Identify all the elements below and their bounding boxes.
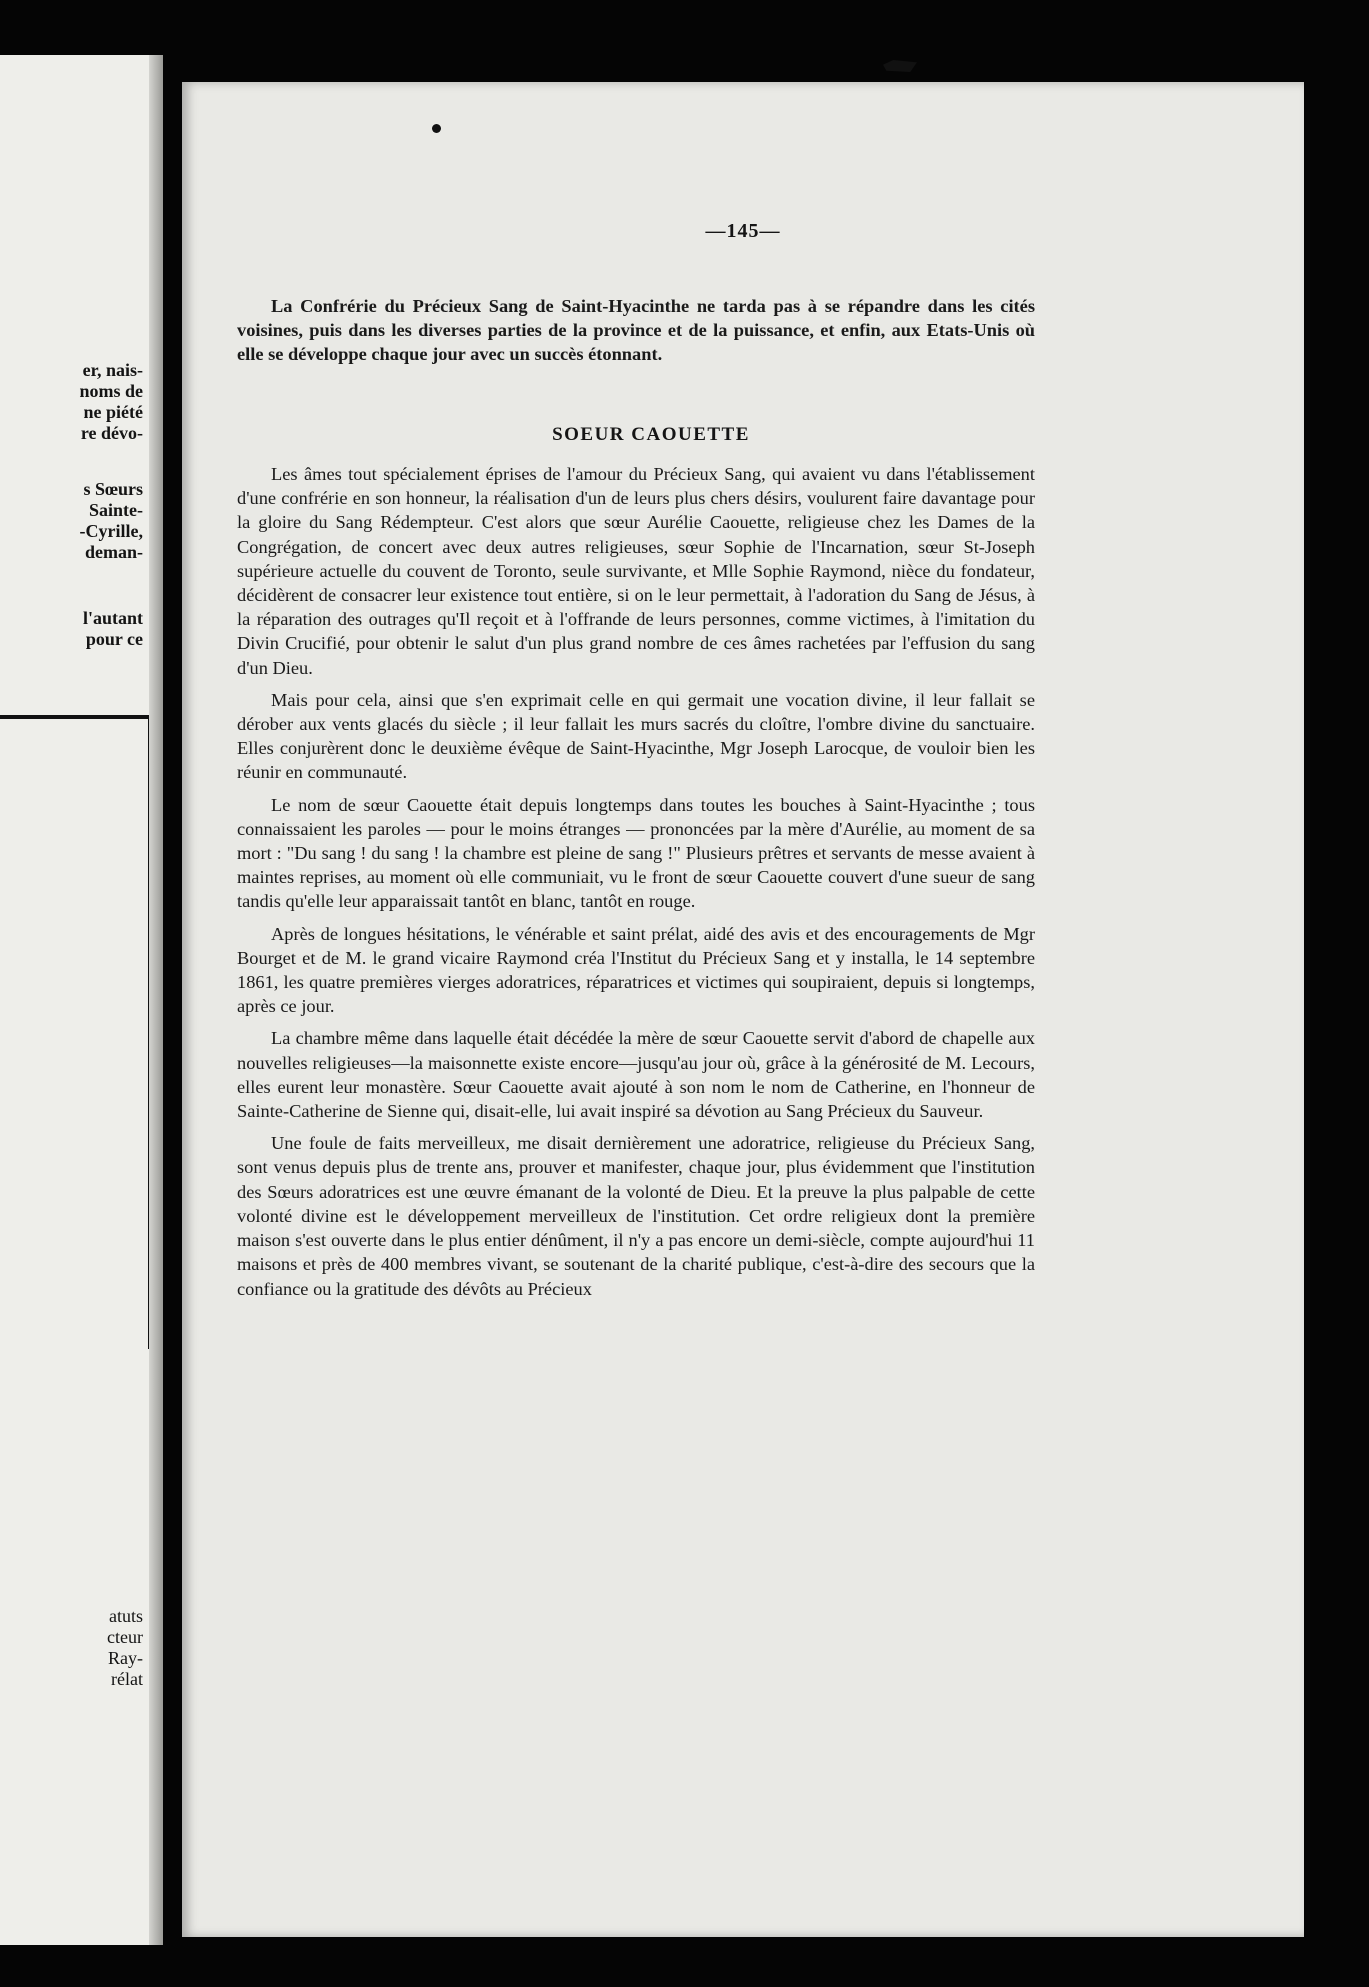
- left-line: noms de: [79, 381, 143, 401]
- left-line: ne piété: [83, 402, 143, 422]
- intro-block: [237, 294, 1035, 375]
- left-line: re dévo-: [80, 423, 143, 443]
- left-page-fragment: [0, 55, 163, 1945]
- left-line: pour ce: [85, 629, 143, 649]
- left-line: Ray-: [108, 1648, 143, 1668]
- section-heading: SOEUR CAOUETTE: [552, 424, 750, 445]
- left-border-box: [0, 715, 152, 1349]
- paragraph: Une foule de faits merveilleux, me disait dernièrement une adoratrice, religieuse du Précieux Sang, sont venus depuis plus de trente ans, prouver et manifester, chaque jour, plus évidemment que l'institution des Sœurs adoratrices est une œuvre émanant de la volonté de Dieu. Et la preuve la plus palpable de cette volonté divine est le développement merveilleux de l'institution. Cet ordre religieux dont la première maison s'est ouverte dans le plus entier dénûment, il n'y a pas encore un demi-siècle, compte aujourd'hui 11 maisons et près de 400 membres vivant, se soutenant de la charité publique, c'est-à-dire des secours que la confiance ou la gratitude des dévôts au Précieux: [237, 1133, 1035, 1299]
- intro-paragraph: La Confrérie du Précieux Sang de Saint-Hyacinthe ne tarda pas à se répandre dans les cités voisines, puis dans les diverses parties de la province et de la puissance, et enfin, aux Etats-Unis où elle se développe chaque jour avec un succès étonnant.: [237, 296, 1035, 365]
- left-line: cteur: [107, 1627, 143, 1647]
- right-page: [182, 82, 1304, 1937]
- left-line: Sainte-: [89, 500, 143, 520]
- paragraph: La chambre même dans laquelle était décédée la mère de sœur Caouette servit d'abord de chapelle aux nouvelles religieuses—la maisonnette existe encore—jusqu'au jour où, grâce à la générosité de M. Lecours, elles eurent leur monastère. Sœur Caouette avait ajouté à son nom le nom de Catherine, en l'honneur de Sainte-Catherine de Sienne qui, disait-elle, lui avait inspiré sa dévotion au Sang Précieux du Sauveur.: [237, 1028, 1035, 1122]
- left-line: deman-: [85, 542, 143, 562]
- page-number: —145—: [705, 220, 781, 242]
- left-text-top: [79, 360, 143, 444]
- paragraph: Le nom de sœur Caouette était depuis longtemps dans toutes les bouches à Saint-Hyacinthe ; tous connaissaient les paroles — pour le moins étranges — prononcées par la mère d'Aurélie, au moment de sa mort : "Du sang ! du sang ! la chambre est pleine de sang !" Plusieurs prêtres et servants de messe avaient à maintes reprises, au moment où elle communiait, vu le front de sœur Caouette couvert d'une sueur de sang tandis qu'elle leur apparaissait tantôt en blanc, tantôt en rouge.: [237, 794, 1035, 912]
- left-text-low: [83, 608, 143, 650]
- left-text-bottom: [107, 1606, 143, 1690]
- left-line: rélat: [111, 1669, 143, 1689]
- scan-smudge: [883, 60, 917, 72]
- left-line: s Sœurs: [83, 479, 143, 499]
- paragraph: Les âmes tout spécialement éprises de l'amour du Précieux Sang, qui avaient vu dans l'établissement d'une confrérie en son honneur, la réalisation d'un de leurs plus chers désirs, voulurent faire davantage pour la gloire du Sang Rédempteur. C'est alors que sœur Aurélie Caouette, religieuse chez les Dames de la Congrégation, de concert avec deux autres religieuses, sœur Sophie de l'Incarnation, sœur St-Joseph supérieure actuelle du couvent de Toronto, seule survivante, et Mlle Sophie Raymond, nièce du fondateur, décidèrent de consacrer leur existence tout entière, si on le leur permettait, à l'adoration du Sang de Jésus, à la réparation des outrages qu'Il reçoit et à l'offrande de leurs personnes, comme victimes, à l'imitation du Divin Crucifié, pour obtenir le salut d'un plus grand nombre de ces âmes rachetées par l'effusion du sang d'un Dieu.: [237, 464, 1035, 678]
- body-text: [237, 462, 1035, 1309]
- left-text-mid: [80, 479, 143, 563]
- paragraph: Après de longues hésitations, le vénérable et saint prélat, aidé des avis et des encouragements de Mgr Bourget et de M. le grand vicaire Raymond créa l'Institut du Précieux Sang et y installa, le 14 septembre 1861, les quatre premières vierges adoratrices, réparatrices et victimes qui soupiraient, depuis si longtemps, après ce jour.: [237, 923, 1035, 1017]
- left-line: atuts: [109, 1606, 143, 1626]
- left-line: l'autant: [82, 608, 143, 628]
- left-line: er, nais-: [82, 360, 143, 380]
- paragraph: Mais pour cela, ainsi que s'en exprimait celle en qui germait une vocation divine, il leur fallait se dérober aux vents glacés du siècle ; il leur fallait les murs sacrés du cloître, l'ombre divine du sanctuaire. Elles conjurèrent donc le deuxième évêque de Saint-Hyacinthe, Mgr Joseph Larocque, de vouloir bien les réunir en communauté.: [237, 689, 1035, 783]
- left-line: -Cyrille,: [79, 521, 143, 541]
- ink-dot: [432, 124, 441, 133]
- page-gutter-shadow: [149, 55, 163, 1945]
